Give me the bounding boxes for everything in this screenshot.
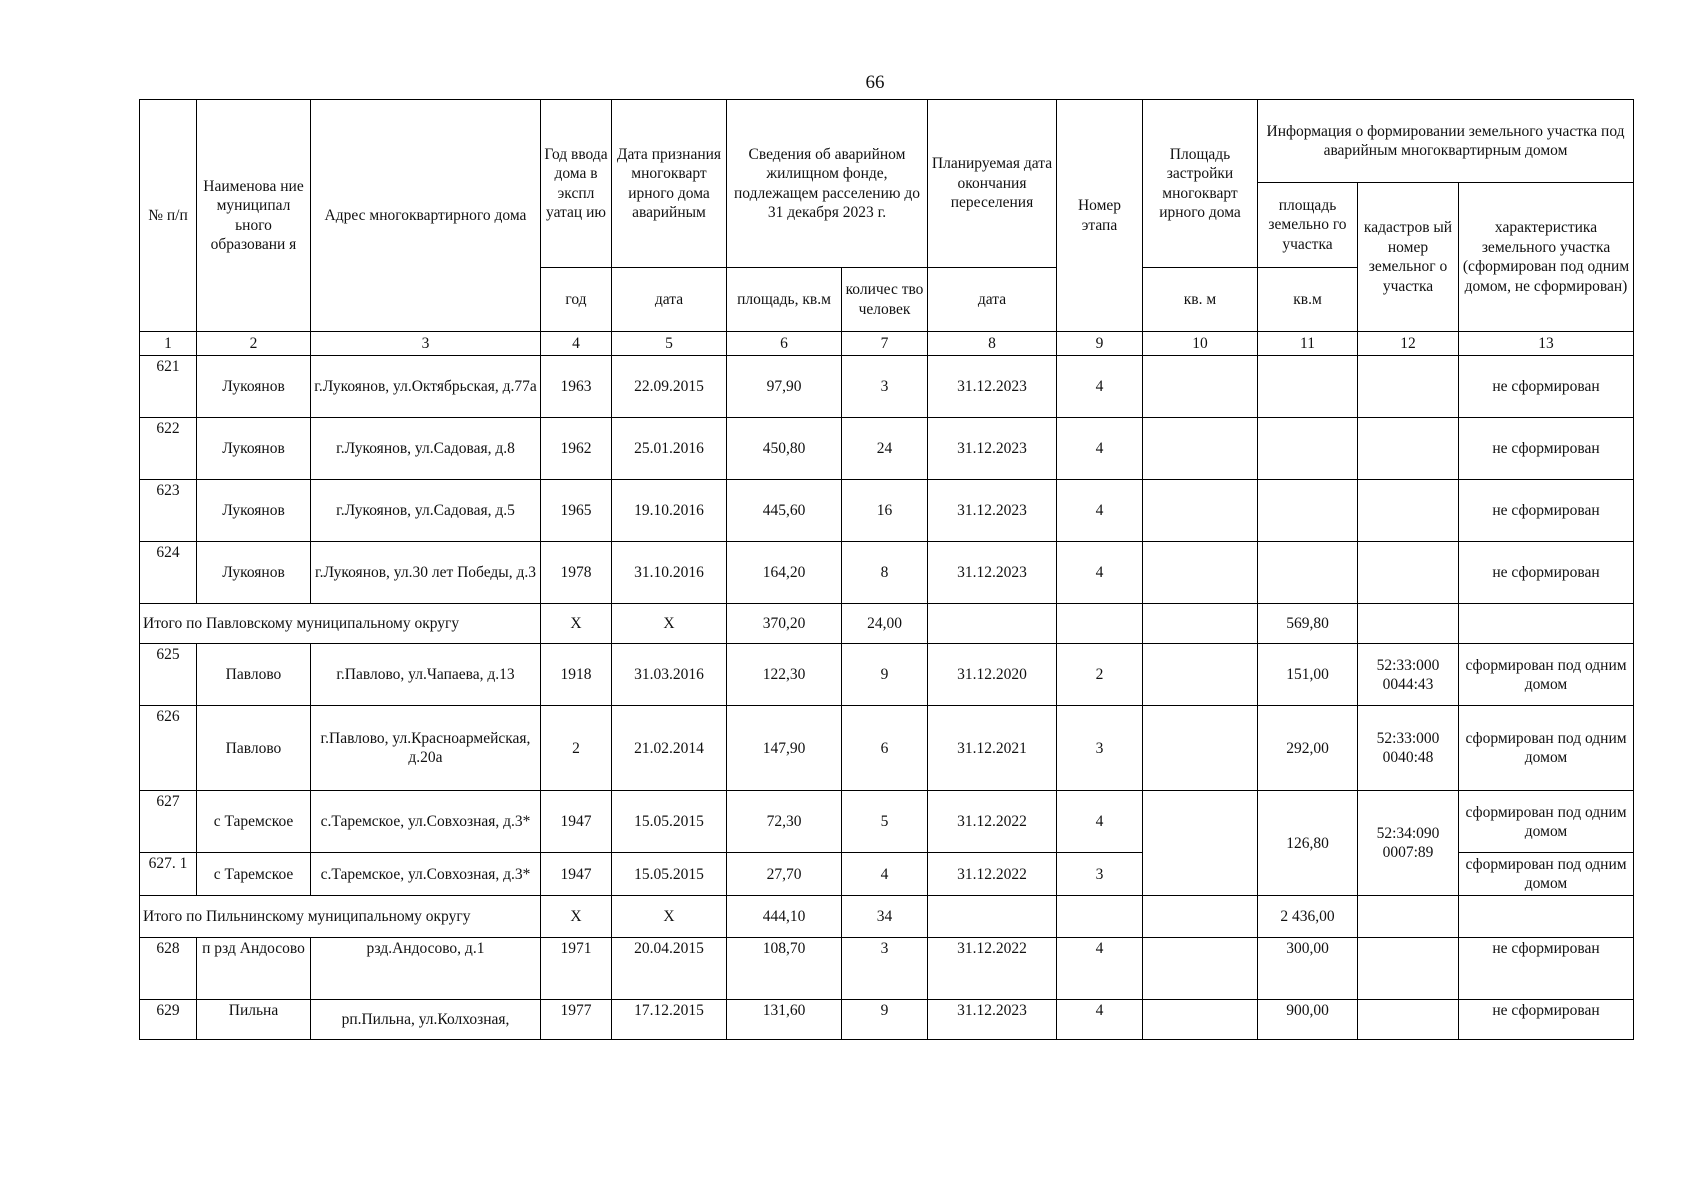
cell: 2 436,00: [1258, 896, 1358, 938]
cell: [1143, 418, 1258, 480]
subtotal-label: Итого по Пильнинскому муниципальному округу: [140, 896, 541, 938]
cell: рзд.Андосово, д.1: [311, 938, 541, 1000]
cell: 4: [1057, 356, 1143, 418]
cell: 370,20: [727, 604, 842, 644]
header-land-type: характеристика земельного участка (сформирован под одним домом, не сформирован): [1459, 183, 1634, 332]
cell: 300,00: [1258, 938, 1358, 1000]
cell: Павлово: [197, 706, 311, 791]
cell: [1358, 604, 1459, 644]
cell: 31.12.2022: [928, 791, 1057, 853]
cell: 31.03.2016: [612, 644, 727, 706]
header-land-info: Информация о формировании земельного участка под аварийным многоквартирным домом: [1258, 100, 1634, 183]
cell: с Таремское: [197, 791, 311, 853]
cell: 24,00: [842, 604, 928, 644]
cell: не сформирован: [1459, 418, 1634, 480]
header-emergency-fund: Сведения об аварийном жилищном фонде, подлежащем расселению до 31 декабря 2023 г.: [727, 100, 928, 268]
cell: не сформирован: [1459, 938, 1634, 1000]
cell: 6: [842, 706, 928, 791]
cell: 31.12.2023: [928, 1000, 1057, 1040]
cell: [1358, 356, 1459, 418]
cell: [1459, 604, 1634, 644]
cell: 3: [842, 356, 928, 418]
cell: не сформирован: [1459, 1000, 1634, 1040]
col-num: 7: [842, 332, 928, 356]
cell: [1143, 791, 1258, 896]
unit-plan-date: дата: [928, 268, 1057, 332]
cell: [1358, 480, 1459, 542]
cell: Лукоянов: [197, 418, 311, 480]
cell: 17.12.2015: [612, 1000, 727, 1040]
col-num: 2: [197, 332, 311, 356]
cell: [1358, 896, 1459, 938]
cell: 1965: [541, 480, 612, 542]
table-row: [140, 1000, 1634, 1040]
cell: 27,70: [727, 853, 842, 896]
cell: 131,60: [727, 1000, 842, 1040]
cell: г.Лукоянов, ул.Садовая, д.8: [311, 418, 541, 480]
cell: 126,80: [1258, 791, 1358, 896]
cell: Лукоянов: [197, 542, 311, 604]
cell: [1057, 896, 1143, 938]
header-cadastral: кадастров ый номер земельног о участка: [1358, 183, 1459, 332]
cell: 624: [140, 542, 197, 604]
cell: 4: [1057, 542, 1143, 604]
cell: 2: [541, 706, 612, 791]
cell: 4: [1057, 418, 1143, 480]
cell: 1962: [541, 418, 612, 480]
cell: 52:34:090 0007:89: [1358, 791, 1459, 896]
col-num: 9: [1057, 332, 1143, 356]
cell: 625: [140, 644, 197, 706]
cell: 31.12.2023: [928, 356, 1057, 418]
cell: [1258, 542, 1358, 604]
cell: с.Таремское, ул.Совхозная, д.3*: [311, 791, 541, 853]
cell: г.Павлово, ул.Красноармейская, д.20а: [311, 706, 541, 791]
page-number: 66: [865, 72, 885, 93]
cell: 52:33:000 0044:43: [1358, 644, 1459, 706]
cell: 622: [140, 418, 197, 480]
unit-land-area: кв.м: [1258, 268, 1358, 332]
cell: 629: [140, 1000, 197, 1040]
cell: Х: [541, 896, 612, 938]
cell: [1258, 480, 1358, 542]
table-row: [140, 644, 1634, 706]
cell: 31.12.2021: [928, 706, 1057, 791]
cell: [928, 896, 1057, 938]
cell: 444,10: [727, 896, 842, 938]
cell: 19.10.2016: [612, 480, 727, 542]
cell: [1459, 896, 1634, 938]
cell: 450,80: [727, 418, 842, 480]
col-num: 3: [311, 332, 541, 356]
table-row: [140, 418, 1634, 480]
cell: Пильна: [197, 1000, 311, 1040]
cell: 122,30: [727, 644, 842, 706]
cell: рп.Пильна, ул.Колхозная,: [311, 1000, 541, 1040]
header-emergency-date: Дата признания многокварт ирного дома аварийным: [612, 100, 727, 268]
cell: [1143, 542, 1258, 604]
cell: 627. 1: [140, 853, 197, 896]
col-num: 8: [928, 332, 1057, 356]
col-num: 12: [1358, 332, 1459, 356]
cell: 3: [842, 938, 928, 1000]
cell: 97,90: [727, 356, 842, 418]
header-address: Адрес многоквартирного дома: [311, 100, 541, 332]
subtotal-row: [140, 896, 1634, 938]
table-row: [140, 356, 1634, 418]
cell: г.Лукоянов, ул.Садовая, д.5: [311, 480, 541, 542]
cell: 24: [842, 418, 928, 480]
cell: 164,20: [727, 542, 842, 604]
cell: Х: [541, 604, 612, 644]
cell: [1143, 938, 1258, 1000]
cell: 4: [842, 853, 928, 896]
cell: г.Лукоянов, ул.Октябрьская, д.77а: [311, 356, 541, 418]
col-num: 1: [140, 332, 197, 356]
header-planned-date: Планируемая дата окончания переселения: [928, 100, 1057, 268]
emergency-housing-table: [139, 99, 1634, 1040]
col-num: 6: [727, 332, 842, 356]
cell: 623: [140, 480, 197, 542]
col-num: 4: [541, 332, 612, 356]
header-land-area: площадь земельно го участка: [1258, 183, 1358, 268]
cell: [1358, 1000, 1459, 1040]
cell: 2: [1057, 644, 1143, 706]
subtotal-row: [140, 604, 1634, 644]
cell: [1143, 480, 1258, 542]
cell: Х: [612, 896, 727, 938]
cell: 15.05.2015: [612, 791, 727, 853]
cell: [1258, 418, 1358, 480]
cell: 4: [1057, 791, 1143, 853]
header-number: № п/п: [140, 100, 197, 332]
cell: 16: [842, 480, 928, 542]
col-num: 10: [1143, 332, 1258, 356]
unit-people: количес тво человек: [842, 268, 928, 332]
cell: 8: [842, 542, 928, 604]
cell: 31.10.2016: [612, 542, 727, 604]
cell: 52:33:000 0040:48: [1358, 706, 1459, 791]
cell: 1918: [541, 644, 612, 706]
table-row: [140, 706, 1634, 791]
cell: 31.12.2022: [928, 938, 1057, 1000]
cell: 1971: [541, 938, 612, 1000]
cell: 628: [140, 938, 197, 1000]
cell: 20.04.2015: [612, 938, 727, 1000]
cell: с Таремское: [197, 853, 311, 896]
header-year-built: Год ввода дома в экспл уатац ию: [541, 100, 612, 268]
cell: 292,00: [1258, 706, 1358, 791]
cell: 5: [842, 791, 928, 853]
cell: 21.02.2014: [612, 706, 727, 791]
cell: Х: [612, 604, 727, 644]
cell: [1143, 1000, 1258, 1040]
cell: Лукоянов: [197, 480, 311, 542]
cell: 3: [1057, 706, 1143, 791]
cell: сформирован под одним домом: [1459, 791, 1634, 853]
cell: п рзд Андосово: [197, 938, 311, 1000]
cell: не сформирован: [1459, 480, 1634, 542]
table-row: [140, 542, 1634, 604]
cell: 15.05.2015: [612, 853, 727, 896]
cell: 3: [1057, 853, 1143, 896]
cell: 22.09.2015: [612, 356, 727, 418]
column-numbers-row: [140, 332, 1634, 356]
header-municipality: Наименова ние муниципал ьного образовани я: [197, 100, 311, 332]
subtotal-label: Итого по Павловскому муниципальному округу: [140, 604, 541, 644]
cell: 1947: [541, 853, 612, 896]
cell: 1947: [541, 791, 612, 853]
col-num: 5: [612, 332, 727, 356]
cell: [1143, 604, 1258, 644]
table-row: [140, 480, 1634, 542]
cell: 25.01.2016: [612, 418, 727, 480]
col-num: 13: [1459, 332, 1634, 356]
cell: [1358, 418, 1459, 480]
cell: Павлово: [197, 644, 311, 706]
cell: г.Лукоянов, ул.30 лет Победы, д.3: [311, 542, 541, 604]
unit-area: площадь, кв.м: [727, 268, 842, 332]
unit-year: год: [541, 268, 612, 332]
cell: [928, 604, 1057, 644]
cell: [1143, 644, 1258, 706]
cell: [1057, 604, 1143, 644]
cell: сформирован под одним домом: [1459, 706, 1634, 791]
cell: [1143, 356, 1258, 418]
cell: [1358, 938, 1459, 1000]
header-stage: Номер этапа: [1057, 100, 1143, 332]
cell: 9: [842, 1000, 928, 1040]
header-build-area: Площадь застройки многокварт ирного дома: [1143, 100, 1258, 268]
cell: 4: [1057, 1000, 1143, 1040]
cell: сформирован под одним домом: [1459, 853, 1634, 896]
cell: 31.12.2023: [928, 418, 1057, 480]
cell: 627: [140, 791, 197, 853]
cell: 4: [1057, 480, 1143, 542]
cell: 4: [1057, 938, 1143, 1000]
table-row: [140, 791, 1634, 853]
col-num: 11: [1258, 332, 1358, 356]
cell: 31.12.2023: [928, 480, 1057, 542]
cell: 1977: [541, 1000, 612, 1040]
cell: не сформирован: [1459, 356, 1634, 418]
cell: Лукоянов: [197, 356, 311, 418]
cell: 31.12.2022: [928, 853, 1057, 896]
unit-build-area: кв. м: [1143, 268, 1258, 332]
cell: [1143, 896, 1258, 938]
cell: 31.12.2020: [928, 644, 1057, 706]
cell: сформирован под одним домом: [1459, 644, 1634, 706]
cell: [1358, 542, 1459, 604]
cell: 621: [140, 356, 197, 418]
cell: 34: [842, 896, 928, 938]
cell: 9: [842, 644, 928, 706]
cell: [1143, 706, 1258, 791]
cell: 900,00: [1258, 1000, 1358, 1040]
cell: 445,60: [727, 480, 842, 542]
cell: 569,80: [1258, 604, 1358, 644]
cell: 108,70: [727, 938, 842, 1000]
cell: 72,30: [727, 791, 842, 853]
cell: 31.12.2023: [928, 542, 1057, 604]
cell: с.Таремское, ул.Совхозная, д.3*: [311, 853, 541, 896]
cell: г.Павлово, ул.Чапаева, д.13: [311, 644, 541, 706]
cell: 1978: [541, 542, 612, 604]
cell: 151,00: [1258, 644, 1358, 706]
table-row: [140, 938, 1634, 1000]
cell: 1963: [541, 356, 612, 418]
cell: 626: [140, 706, 197, 791]
cell: не сформирован: [1459, 542, 1634, 604]
cell: [1258, 356, 1358, 418]
unit-date: дата: [612, 268, 727, 332]
cell: 147,90: [727, 706, 842, 791]
